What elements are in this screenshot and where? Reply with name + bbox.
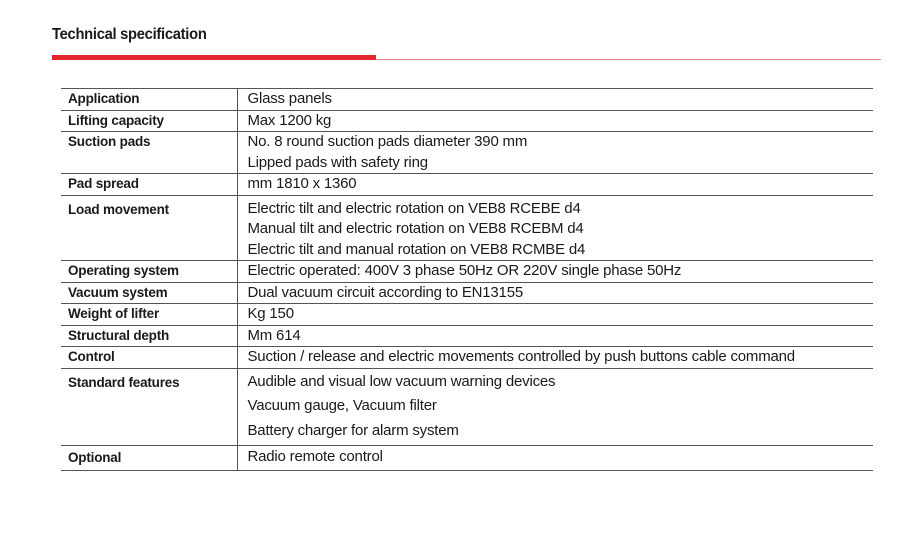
spec-value-line: Manual tilt and electric rotation on VEB8 RCEBM d4 — [247, 220, 584, 237]
spec-value-line: mm 1810 x 1360 — [247, 175, 357, 192]
spec-row-standard-features — [61, 368, 873, 446]
spec-value — [237, 446, 873, 471]
spec-row-vacuum-system — [61, 282, 873, 304]
spec-value — [237, 174, 873, 196]
spec-label: Control — [61, 347, 237, 369]
spec-value — [237, 110, 873, 132]
spec-value-line: Dual vacuum circuit according to EN13155 — [247, 283, 523, 301]
spec-value-line: Electric operated: 400V 3 phase 50Hz OR 220V single phase 50Hz — [247, 262, 682, 279]
spec-value-line: Battery charger for alarm system — [247, 421, 459, 439]
spec-label: Structural depth — [61, 325, 237, 347]
title-accent-rule — [52, 55, 376, 60]
specification-table — [61, 88, 873, 471]
spec-value-line: Audible and visual low vacuum warning devices — [247, 372, 556, 390]
spec-label: Application — [61, 89, 237, 111]
spec-label: Pad spread — [61, 174, 237, 196]
spec-row-operating-system — [61, 261, 873, 283]
spec-label: Optional — [61, 446, 237, 471]
spec-value — [237, 304, 873, 326]
title-divider-rule — [376, 59, 881, 60]
spec-value — [237, 347, 873, 369]
spec-value — [237, 282, 873, 304]
spec-value-line: Kg 150 — [247, 305, 294, 322]
spec-label: Standard features — [61, 368, 237, 446]
spec-row-optional — [61, 446, 873, 471]
spec-row-application — [61, 89, 873, 111]
spec-label: Suction pads — [61, 132, 237, 174]
spec-label: Weight of lifter — [61, 304, 237, 326]
spec-value-line: Lipped pads with safety ring — [247, 153, 428, 171]
spec-value — [237, 89, 873, 111]
spec-row-weight-of-lifter — [61, 304, 873, 326]
spec-label: Vacuum system — [61, 282, 237, 304]
spec-value — [237, 368, 873, 446]
spec-row-lifting-capacity — [61, 110, 873, 132]
spec-row-load-movement — [61, 195, 873, 261]
spec-value-line: Glass panels — [247, 90, 332, 107]
page-title: Technical specification — [52, 26, 207, 43]
spec-label: Operating system — [61, 261, 237, 283]
spec-value — [237, 261, 873, 283]
spec-row-suction-pads — [61, 132, 873, 174]
spec-value-line: Max 1200 kg — [247, 111, 332, 129]
spec-row-pad-spread — [61, 174, 873, 196]
spec-label: Load movement — [61, 195, 237, 261]
spec-value-line: Electric tilt and electric rotation on VEB8 RCEBE d4 — [247, 199, 581, 217]
spec-value — [237, 195, 873, 261]
spec-value-line: No. 8 round suction pads diameter 390 mm — [247, 133, 528, 150]
spec-value-line: Electric tilt and manual rotation on VEB8 RCMBE d4 — [247, 240, 586, 258]
spec-value-line: Vacuum gauge, Vacuum filter — [247, 397, 437, 414]
spec-label: Lifting capacity — [61, 110, 237, 132]
spec-row-structural-depth — [61, 325, 873, 347]
spec-value-line: Radio remote control — [247, 448, 383, 465]
spec-value-line: Suction / release and electric movements controlled by push buttons cable command — [247, 348, 795, 365]
spec-row-control — [61, 347, 873, 369]
spec-value — [237, 132, 873, 174]
spec-value-line: Mm 614 — [247, 326, 301, 344]
spec-value — [237, 325, 873, 347]
